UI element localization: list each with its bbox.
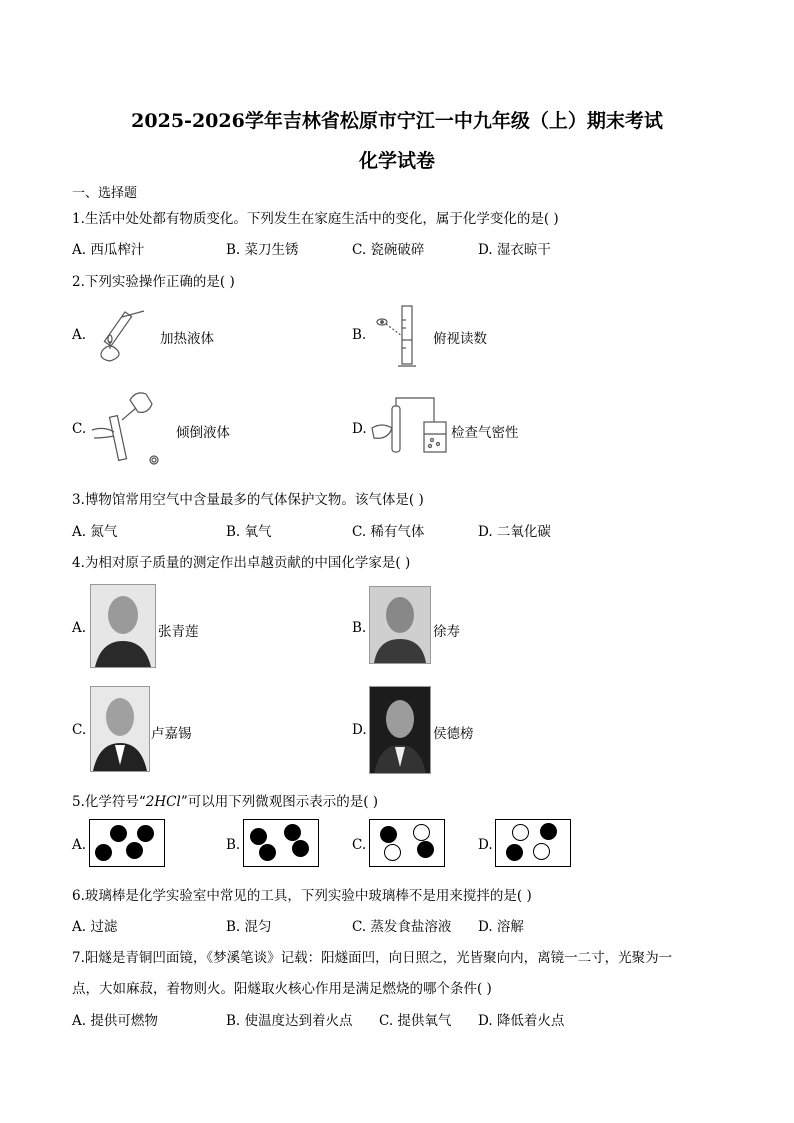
q4-option-a-label: 张青莲 xyxy=(158,624,199,640)
question-2-stem: 2.下列实验操作正确的是( ) xyxy=(72,274,235,290)
q4-option-b-label: 徐寿 xyxy=(433,624,460,640)
q7-option-c: C. 提供氧气 xyxy=(379,1013,452,1029)
white-atom xyxy=(384,844,401,861)
black-atom xyxy=(110,825,127,842)
q7-option-d: D. 降低着火点 xyxy=(478,1013,565,1029)
q7-option-a: A. 提供可燃物 xyxy=(72,1013,158,1029)
q4-option-a-letter: A. xyxy=(72,620,87,636)
q2-option-d-letter: D. xyxy=(352,421,367,437)
white-atom xyxy=(533,843,550,860)
q5-option-d-letter: D. xyxy=(478,837,493,853)
white-atom xyxy=(413,824,430,841)
q2-option-c-letter: C. xyxy=(72,421,87,437)
question-7-stem-line1: 7.阳燧是青铜凹面镜，《梦溪笔谈》记载：阳燧面凹，向日照之，光皆聚向内，离镜一二寸，光聚为一 xyxy=(72,950,673,966)
q5-diagram-a xyxy=(89,819,165,867)
q4-option-c-letter: C. xyxy=(72,722,87,738)
question-6-stem: 6.玻璃棒是化学实验室中常见的工具，下列实验中玻璃棒不是用来搅拌的是( ) xyxy=(72,888,532,904)
black-atom xyxy=(259,844,276,861)
q5-stem-suffix: ”可以用下列微观图示表示的是( ) xyxy=(180,794,379,810)
q3-option-d: D. 二氧化碳 xyxy=(478,524,551,540)
q7-option-b: B. 使温度达到着火点 xyxy=(226,1013,353,1029)
q6-option-a: A. 过滤 xyxy=(72,919,118,935)
q1-option-a: A. 西瓜榨汁 xyxy=(72,242,145,258)
q5-diagram-c xyxy=(369,819,445,867)
q6-option-d: D. 溶解 xyxy=(478,919,524,935)
pouring-liquid-icon xyxy=(90,386,172,470)
question-4-stem: 4.为相对原子质量的测定作出卓越贡献的中国化学家是( ) xyxy=(72,555,411,571)
question-7-stem-line2: 点，大如麻菽，着物则火。阳燧取火核心作用是满足燃烧的哪个条件( ) xyxy=(72,981,492,997)
black-atom xyxy=(540,823,557,840)
q5-formula: 2HCl xyxy=(145,794,181,810)
question-1-stem: 1.生活中处处都有物质变化。下列发生在家庭生活中的变化，属于化学变化的是( ) xyxy=(72,211,559,227)
q5-option-a-letter: A. xyxy=(72,837,87,853)
black-atom xyxy=(417,841,434,858)
question-5-stem xyxy=(72,790,378,810)
q1-option-c: C. 瓷碗破碎 xyxy=(352,242,425,258)
q5-option-c-letter: C. xyxy=(352,837,367,853)
airtightness-check-icon xyxy=(370,392,448,460)
heating-liquid-icon xyxy=(92,305,154,365)
q3-option-c: C. 稀有气体 xyxy=(352,524,425,540)
q4-option-b-letter: B. xyxy=(352,620,367,636)
q2-option-b-label: 俯视读数 xyxy=(433,331,487,347)
black-atom xyxy=(126,842,143,859)
q4-option-d-letter: D. xyxy=(352,722,367,738)
q5-diagram-d xyxy=(495,819,571,867)
section-heading: 一、选择题 xyxy=(72,186,138,201)
q2-option-a-letter: A. xyxy=(72,327,87,343)
q2-option-d-label: 检查气密性 xyxy=(451,425,519,441)
q5-diagram-b xyxy=(243,819,319,867)
black-atom xyxy=(137,825,154,842)
chemist-photo-c xyxy=(90,686,150,772)
chemist-photo-a xyxy=(90,584,156,668)
black-atom xyxy=(95,844,112,861)
black-atom xyxy=(380,826,397,843)
q2-option-c-label: 倾倒液体 xyxy=(176,425,230,441)
question-3-stem: 3.博物馆常用空气中含量最多的气体保护文物。该气体是( ) xyxy=(72,492,424,508)
q6-option-c: C. 蒸发食盐溶液 xyxy=(352,919,452,935)
black-atom xyxy=(284,824,301,841)
black-atom xyxy=(292,840,309,857)
q1-option-d: D. 湿衣晾干 xyxy=(478,242,551,258)
q3-option-a: A. 氮气 xyxy=(72,524,118,540)
q5-option-b-letter: B. xyxy=(226,837,241,853)
q6-option-b: B. 混匀 xyxy=(226,919,272,935)
q2-option-b-letter: B. xyxy=(352,327,367,343)
white-atom xyxy=(512,824,529,841)
q3-option-b: B. 氧气 xyxy=(226,524,272,540)
graduated-cylinder-icon xyxy=(372,300,424,372)
q5-stem-prefix: 5.化学符号“ xyxy=(72,794,146,810)
q2-option-a-label: 加热液体 xyxy=(160,331,214,347)
chemist-photo-d xyxy=(369,686,431,774)
q4-option-d-label: 侯德榜 xyxy=(433,726,474,742)
exam-title: 2025-2026学年吉林省松原市宁江一中九年级（上）期末考试 xyxy=(131,110,663,132)
black-atom xyxy=(250,828,267,845)
black-atom xyxy=(506,844,523,861)
chemist-photo-b xyxy=(369,586,431,664)
q4-option-c-label: 卢嘉锡 xyxy=(151,726,192,742)
q1-option-b: B. 菜刀生锈 xyxy=(226,242,299,258)
exam-subtitle: 化学试卷 xyxy=(358,150,435,172)
